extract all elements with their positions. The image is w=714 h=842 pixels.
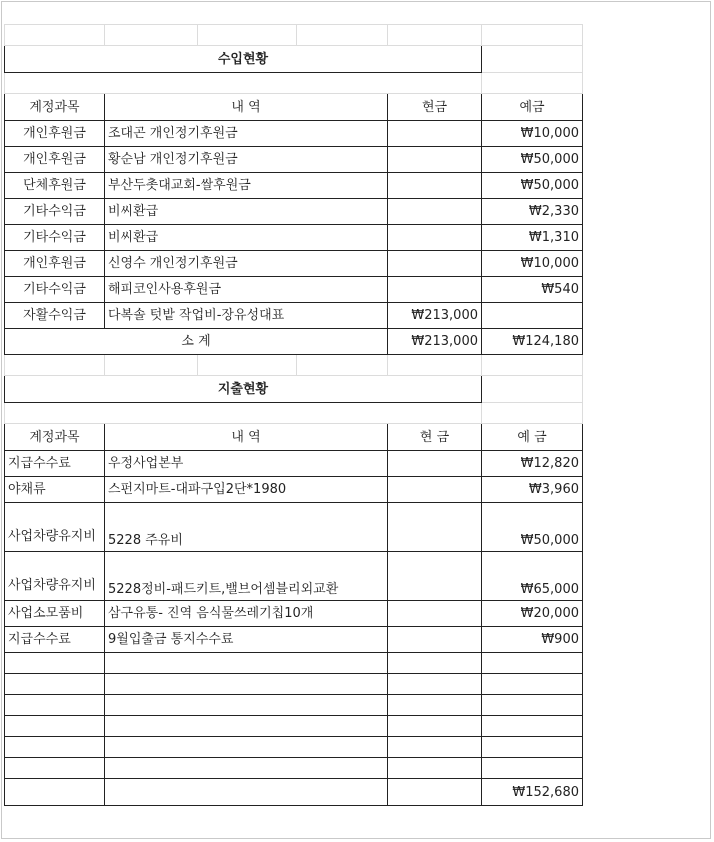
grid-row-blank (5, 355, 583, 376)
expense-account: 지급수수료 (5, 451, 105, 477)
income-deposit: ₩10,000 (482, 121, 583, 147)
income-detail: 황순남 개인정기후원금 (105, 147, 388, 173)
income-cash (388, 199, 482, 225)
expense-header-row (5, 424, 583, 451)
expense-header-account: 계정과목 (5, 424, 105, 451)
income-cash (388, 121, 482, 147)
expense-row (5, 627, 583, 653)
expense-title: 지출현황 (5, 376, 482, 403)
income-detail: 다복솔 텃밭 작업비-장유성대표 (105, 303, 388, 329)
expense-empty-row (5, 758, 583, 779)
expense-deposit: ₩50,000 (482, 503, 583, 552)
expense-detail: 5228 주유비 (105, 503, 388, 552)
income-row (5, 147, 583, 173)
expense-cash (388, 601, 482, 627)
income-row (5, 251, 583, 277)
income-cash: ₩213,000 (388, 303, 482, 329)
expense-empty-row (5, 737, 583, 758)
income-subtotal-deposit: ₩124,180 (482, 329, 583, 355)
income-title: 수입현황 (5, 46, 482, 73)
expense-cash (388, 503, 482, 552)
expense-row (5, 503, 583, 552)
income-account: 자활수익금 (5, 303, 105, 329)
income-account: 기타수익금 (5, 199, 105, 225)
expense-detail: 5228정비-패드키트,밸브어셈블리외교환 (105, 552, 388, 601)
income-deposit: ₩1,310 (482, 225, 583, 251)
expense-header-cash: 현 금 (388, 424, 482, 451)
income-row (5, 303, 583, 329)
income-cash (388, 173, 482, 199)
income-detail: 비씨환급 (105, 199, 388, 225)
income-header-row (5, 94, 583, 121)
expense-cash (388, 552, 482, 601)
expense-header-detail: 내 역 (105, 424, 388, 451)
expense-deposit: ₩65,000 (482, 552, 583, 601)
income-deposit: ₩50,000 (482, 173, 583, 199)
income-header-deposit: 예금 (482, 94, 583, 121)
expense-header-deposit: 예 금 (482, 424, 583, 451)
income-title-row (5, 46, 583, 73)
income-cash (388, 147, 482, 173)
income-account: 개인후원금 (5, 121, 105, 147)
income-account: 개인후원금 (5, 147, 105, 173)
income-subtotal-row (5, 329, 583, 355)
income-account: 개인후원금 (5, 251, 105, 277)
expense-row (5, 477, 583, 503)
income-account: 단체후원금 (5, 173, 105, 199)
income-cash (388, 277, 482, 303)
income-row (5, 121, 583, 147)
expense-cash (388, 627, 482, 653)
income-header-cash: 현금 (388, 94, 482, 121)
grid-row-blank (5, 403, 583, 424)
income-row (5, 277, 583, 303)
expense-account: 사업소모품비 (5, 601, 105, 627)
expense-account: 사업차량유지비 (5, 503, 105, 552)
income-detail: 비씨환급 (105, 225, 388, 251)
expense-cash (388, 451, 482, 477)
expense-row (5, 601, 583, 627)
expense-deposit: ₩12,820 (482, 451, 583, 477)
expense-deposit: ₩900 (482, 627, 583, 653)
income-account: 기타수익금 (5, 277, 105, 303)
expense-deposit: ₩20,000 (482, 601, 583, 627)
expense-empty-row (5, 674, 583, 695)
income-row (5, 199, 583, 225)
expense-account: 지급수수료 (5, 627, 105, 653)
expense-account: 사업차량유지비 (5, 552, 105, 601)
income-deposit: ₩2,330 (482, 199, 583, 225)
grid-row-blank (5, 25, 583, 46)
expense-detail: 우정사업본부 (105, 451, 388, 477)
income-subtotal-label: 소 계 (5, 329, 388, 355)
income-cash (388, 225, 482, 251)
income-deposit: ₩540 (482, 277, 583, 303)
expense-detail: 9월입출금 통지수수료 (105, 627, 388, 653)
income-row (5, 225, 583, 251)
income-detail: 조대곤 개인정기후원금 (105, 121, 388, 147)
expense-row (5, 552, 583, 601)
expense-total-row (5, 779, 583, 806)
expense-empty-row (5, 695, 583, 716)
income-row (5, 173, 583, 199)
income-deposit: ₩50,000 (482, 147, 583, 173)
grid-row-blank (5, 73, 583, 94)
expense-cash (388, 477, 482, 503)
expense-empty-row (5, 653, 583, 674)
expense-detail: 스펀지마트-대파구입2단*1980 (105, 477, 388, 503)
expense-empty-row (5, 716, 583, 737)
income-deposit (482, 303, 583, 329)
income-subtotal-cash: ₩213,000 (388, 329, 482, 355)
expense-total-deposit: ₩152,680 (482, 779, 583, 806)
expense-account: 야채류 (5, 477, 105, 503)
income-detail: 해피코인사용후원금 (105, 277, 388, 303)
income-deposit: ₩10,000 (482, 251, 583, 277)
expense-detail: 삼구유통- 진역 음식물쓰레기칩10개 (105, 601, 388, 627)
expense-title-row (5, 376, 583, 403)
expense-deposit: ₩3,960 (482, 477, 583, 503)
expense-row (5, 451, 583, 477)
income-cash (388, 251, 482, 277)
ledger-sheet (4, 24, 583, 806)
income-detail: 부산두촛대교회-쌀후원금 (105, 173, 388, 199)
income-account: 기타수익금 (5, 225, 105, 251)
income-detail: 신영수 개인정기후원금 (105, 251, 388, 277)
income-header-detail: 내 역 (105, 94, 388, 121)
income-header-account: 계정과목 (5, 94, 105, 121)
